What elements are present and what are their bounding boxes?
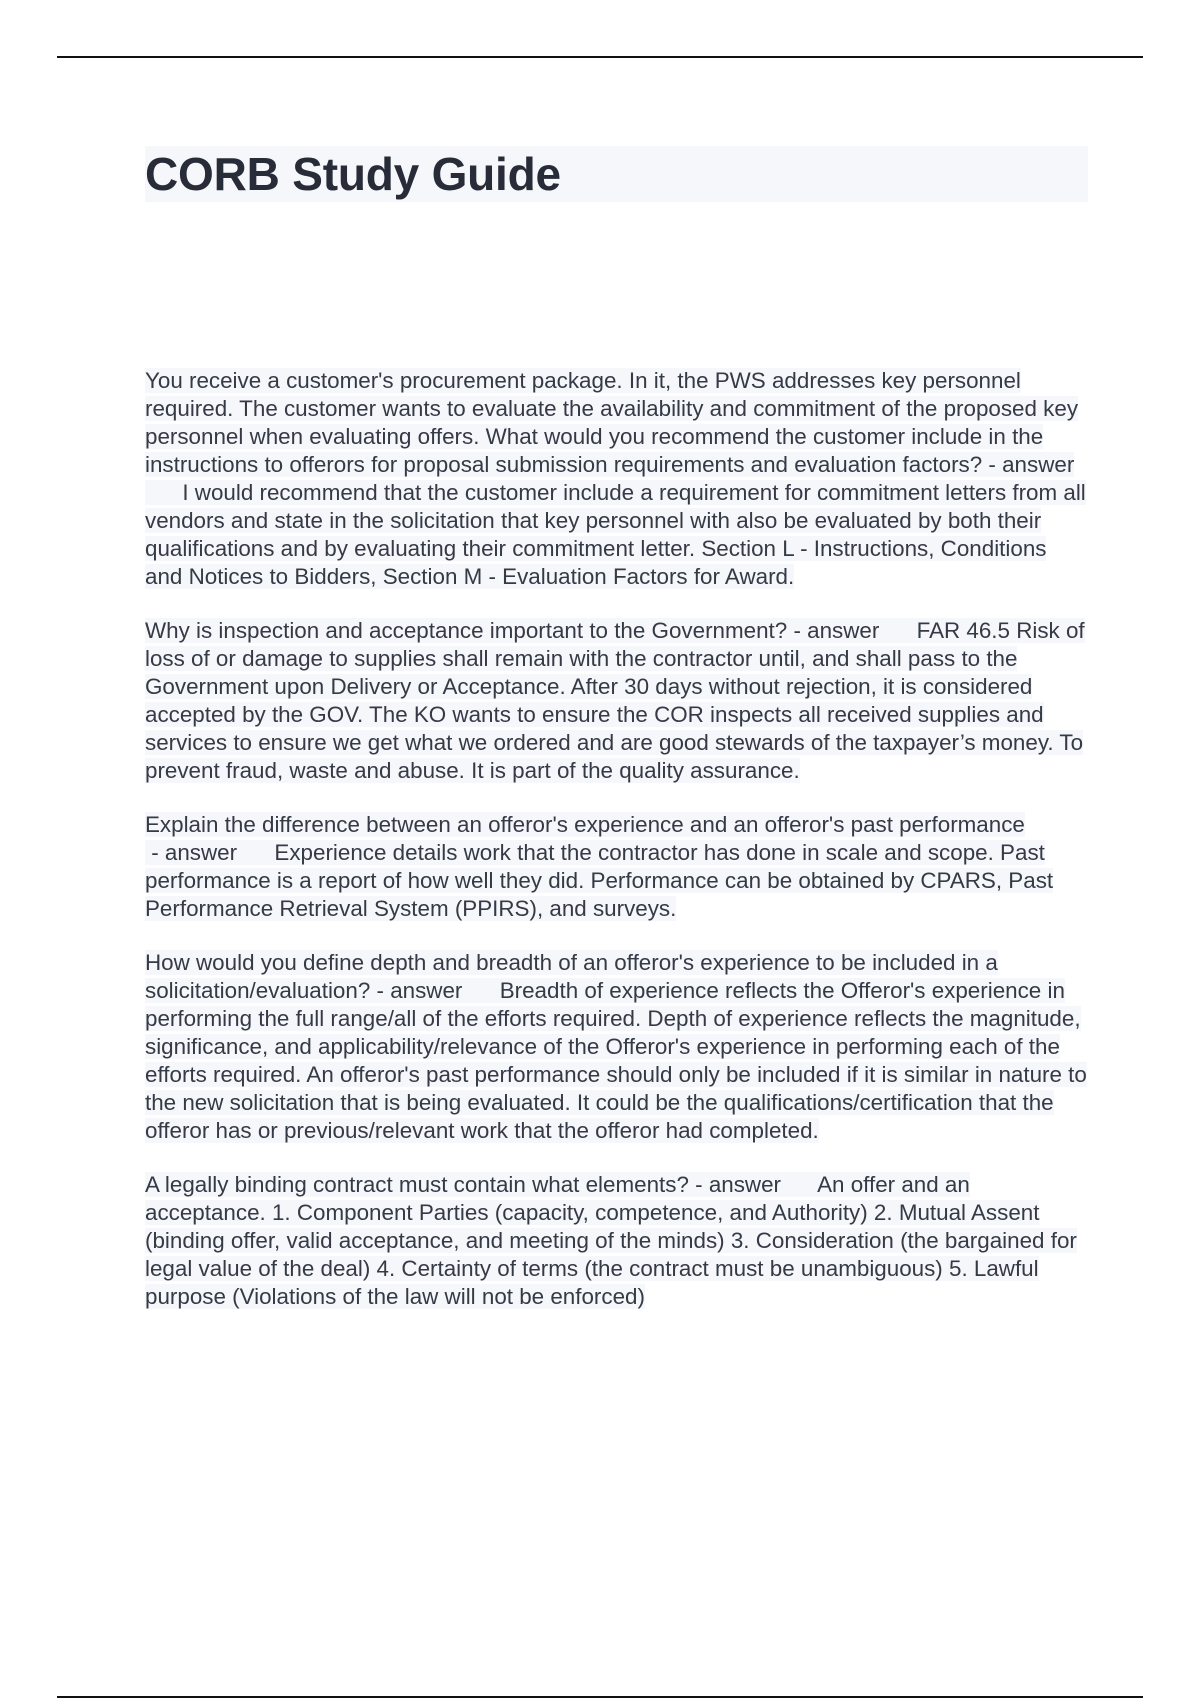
answer-label: answer — [1002, 452, 1075, 477]
answer-text: FAR 46.5 Risk of loss of or damage to supplies shall remain with the contractor until, and shall pass to the Government upon Delivery or Acceptance. After 30 days without rejection, it is considered accepted by the GOV. The KO wants to ensure the COR inspects all received supplies and services to ensure we get what we ordered and are good stewards of the taxpayer’s money. To prevent fraud, waste and abuse. It is part of the quality assurance. — [145, 618, 1085, 783]
separator: - — [787, 618, 808, 643]
question-text: Why is inspection and acceptance important to the Government? — [145, 618, 788, 643]
separator: - — [145, 840, 165, 865]
footer-rule — [57, 1696, 1143, 1698]
answer-text: Experience details work that the contractor has done in scale and scope. Past performance is a report of how well they did. Performance can be obtained by CPARS, Past Performance Retrieval System (PPIRS), and surveys. — [145, 840, 1054, 921]
separator: - — [370, 978, 391, 1003]
question-text: Explain the difference between an offeror's experience and an offeror's past performance — [145, 812, 1025, 837]
answer-text: Breadth of experience reflects the Offeror's experience in performing the full range/all of the efforts required. Depth of experience reflects the magnitude, significance, and applicability/relevance of the Offeror's experience in performing each of the efforts required. An offeror's past performance should only be included if it is similar in nature to the new solicitation that is being evaluated. It could be the qualifications/certification that the offeror has or previous/relevant work that the offeror had completed. — [145, 978, 1087, 1143]
question-text: A legally binding contract must contain what elements? — [145, 1172, 689, 1197]
answer-text: I would recommend that the customer include a requirement for commitment letters from all vendors and state in the solicitation that key personnel with also be evaluated by both their qualifications and by evaluating their commitment letter. Section L - Instructions, Conditions and Notices to Bidders, Section M - Evaluation Factors for Award. — [145, 480, 1086, 589]
document-title: CORB Study Guide — [145, 148, 561, 200]
study-guide-content — [145, 367, 1088, 1337]
answer-label: answer — [807, 618, 880, 643]
header-rule — [57, 56, 1143, 58]
answer-text: An offer and an acceptance. 1. Component Parties (capacity, competence, and Authority) 2. Mutual Assent (binding offer, valid acceptance, and meeting of the minds) 3. Consideration (the bargained for legal value of the deal) 4. Certainty of terms (the contract must be unambiguous) 5. Lawful purpose (Violations of the law will not be enforced) — [145, 1172, 1077, 1309]
answer-label: answer — [164, 840, 238, 865]
qa-item-3 — [145, 811, 1088, 923]
separator: - — [688, 1172, 709, 1197]
title-block — [145, 146, 1088, 202]
answer-label: answer — [390, 978, 463, 1003]
question-text: You receive a customer's procurement package. In it, the PWS addresses key personnel required. The customer wants to evaluate the availability and commitment of the proposed key personnel when evaluating offers. What would you recommend the customer include in the instructions to offerors for proposal submission requirements and evaluation factors? — [145, 368, 1079, 477]
answer-label: answer — [708, 1172, 781, 1197]
qa-item-4 — [145, 949, 1088, 1145]
question-text: How would you define depth and breadth of an offeror's experience to be included in a solicitation/evaluation? — [145, 950, 998, 1003]
qa-item-2 — [145, 617, 1088, 785]
separator: - — [982, 452, 1003, 477]
qa-item-1 — [145, 367, 1088, 591]
qa-item-5 — [145, 1171, 1088, 1311]
